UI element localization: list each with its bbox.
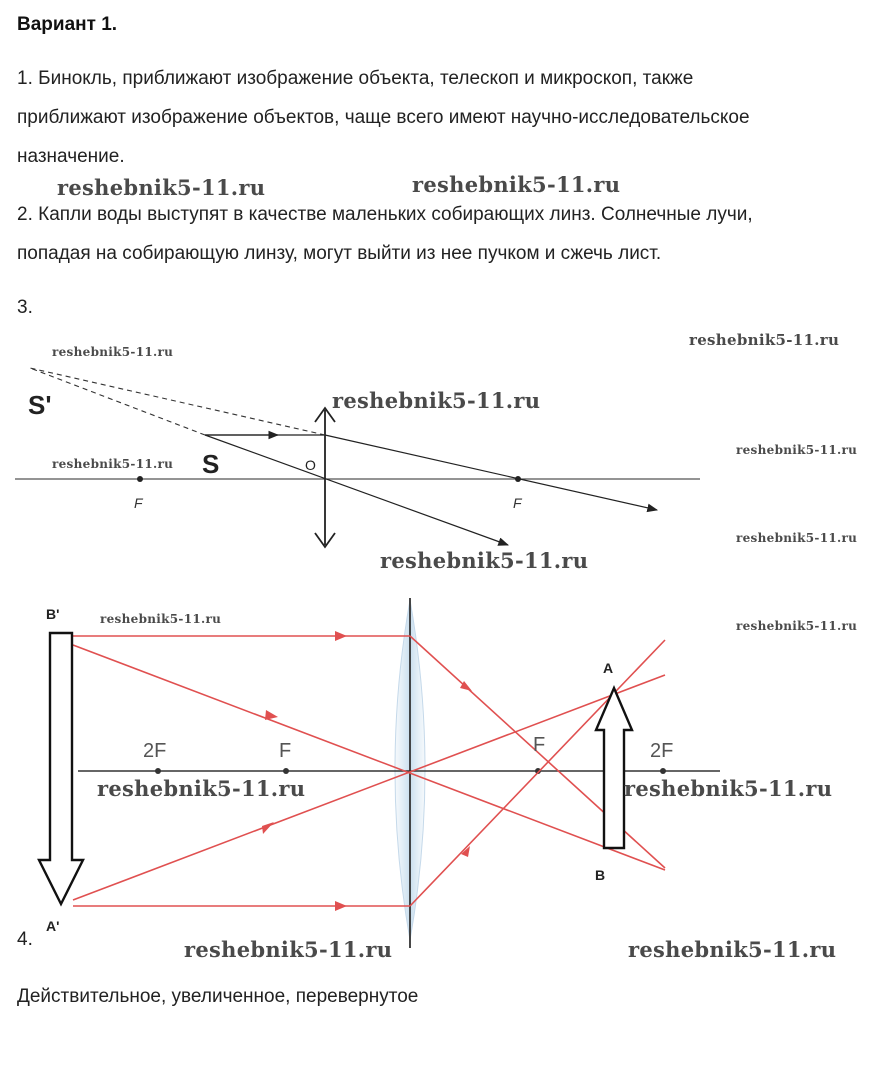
label-b-prime: B'	[46, 606, 60, 622]
ray-bottom-refracted	[410, 640, 665, 906]
label-2f-left: 2F	[143, 740, 167, 762]
arrow-bottom-center	[262, 822, 274, 834]
ray-refracted-through-focus	[325, 435, 657, 510]
point-2f-right	[660, 768, 666, 774]
focus-point-right	[515, 476, 521, 482]
label-s-prime: S'	[28, 390, 52, 420]
answer-1-line-2: приближают изображение объектов, чаще всего имеют научно-исследовательское	[17, 107, 750, 128]
watermark: reshebnik5-11.ru	[736, 531, 858, 545]
answer-3-number: 3.	[17, 297, 33, 318]
dashed-extension-lower	[30, 368, 205, 435]
page-title: Вариант 1.	[17, 14, 118, 35]
arrow-top-parallel	[335, 631, 347, 641]
watermark: reshebnik5-11.ru	[628, 937, 837, 962]
arrow-top-center	[265, 710, 278, 720]
label-s: S	[202, 449, 220, 479]
watermark: reshebnik5-11.ru	[624, 776, 833, 801]
label-focus-right: F	[513, 495, 522, 511]
label-o: O	[305, 457, 316, 473]
label-focus-left: F	[134, 495, 143, 511]
watermark: reshebnik5-11.ru	[736, 443, 858, 457]
point-2f-left	[155, 768, 161, 774]
watermark: reshebnik5-11.ru	[97, 776, 306, 801]
label-f-left: F	[279, 740, 292, 762]
label-a: A	[603, 660, 614, 676]
label-a-prime: A'	[46, 918, 60, 934]
watermark: reshebnik5-11.ru	[412, 172, 621, 197]
watermark: reshebnik5-11.ru	[736, 619, 858, 633]
ray-through-center	[205, 435, 508, 545]
label-b: B	[595, 867, 606, 883]
object-arrow	[596, 688, 632, 848]
label-2f-right: 2F	[650, 740, 674, 762]
label-f-right: F	[533, 734, 546, 756]
watermark: reshebnik5-11.ru	[184, 937, 393, 962]
answer-1-line-3: назначение.	[17, 146, 125, 167]
answer-2-line-1: 2. Капли воды выступят в качестве маленьких собирающих линз. Солнечные лучи,	[17, 204, 753, 225]
answer-4-number: 4.	[17, 929, 33, 950]
watermark: reshebnik5-11.ru	[57, 175, 266, 200]
watermark: reshebnik5-11.ru	[689, 331, 840, 349]
answer-4-text: Действительное, увеличенное, перевернутое	[17, 986, 419, 1007]
watermark: reshebnik5-11.ru	[380, 548, 589, 573]
answer-2-line-2: попадая на собирающую линзу, могут выйти из нее пучком и сжечь лист.	[17, 243, 662, 264]
lens-diagram-real-image	[0, 595, 896, 955]
watermark: reshebnik5-11.ru	[52, 457, 174, 471]
watermark: reshebnik5-11.ru	[100, 612, 222, 626]
answer-1	[17, 59, 750, 176]
watermark: reshebnik5-11.ru	[52, 345, 174, 359]
image-arrow	[39, 633, 83, 904]
watermark: reshebnik5-11.ru	[332, 388, 541, 413]
arrow-bottom-parallel	[335, 901, 347, 911]
point-f-left	[283, 768, 289, 774]
answer-1-line-1: 1. Бинокль, приближают изображение объекта, телескоп и микроскоп, также	[17, 68, 694, 89]
answer-2	[17, 195, 753, 273]
focus-point-left	[137, 476, 143, 482]
